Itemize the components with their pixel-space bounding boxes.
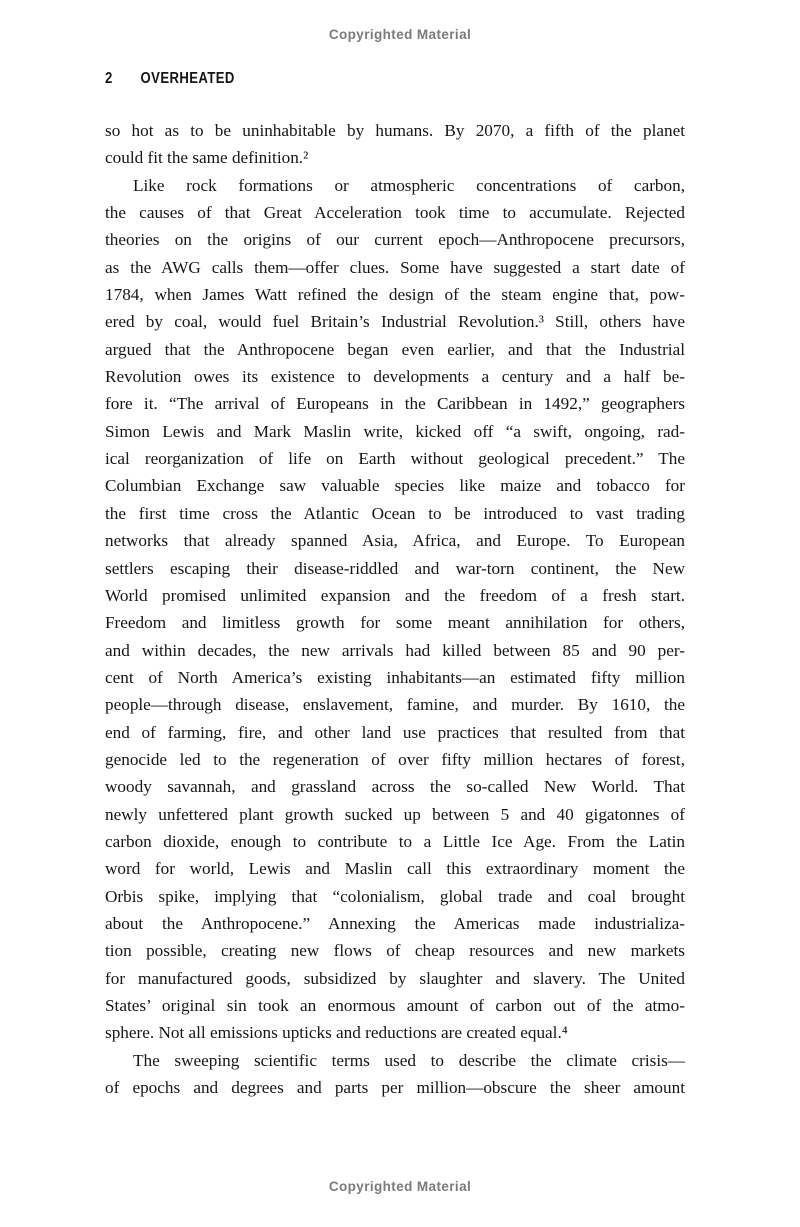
body-line: The sweeping scientific terms used to describe the climate crisis— (133, 1050, 685, 1070)
body-line: ical reorganization of life on Earth without geological precedent.” The (105, 449, 685, 469)
body-line: Revolution owes its existence to developments a century and a half be- (105, 367, 685, 387)
body-line: States’ original sin took an enormous amount of carbon out of the atmo- (105, 996, 685, 1015)
body-line: settlers escaping their disease-riddled and war-torn continent, the New (105, 558, 685, 578)
body-line: people—through disease, enslavement, famine, and murder. By 1610, the (105, 695, 685, 715)
body-line: and within decades, the new arrivals had killed between 85 and 90 per- (105, 640, 685, 660)
body-text (105, 117, 685, 1101)
body-line: could fit the same definition.² (105, 148, 309, 168)
body-line: Freedom and limitless growth for some meant annihilation for others, (105, 613, 685, 633)
body-line: carbon dioxide, enough to contribute to a Little Ice Age. From the Latin (105, 831, 685, 851)
body-line: so hot as to be uninhabitable by humans. By 2070, a fifth of the planet (105, 121, 685, 140)
body-line: theories on the origins of our current epoch—Anthropocene precursors, (105, 230, 685, 250)
body-line: newly unfettered plant growth sucked up between 5 and 40 gigatonnes of (105, 804, 685, 824)
body-line: as the AWG calls them—offer clues. Some have suggested a start date of (105, 257, 685, 277)
body-line: Orbis spike, implying that “colonialism, global trade and coal brought (105, 886, 685, 906)
copyright-notice-bottom: Copyrighted Material (328, 1179, 472, 1194)
running-header (105, 70, 235, 88)
body-line: the causes of that Great Acceleration took time to accumulate. Rejected (105, 203, 685, 223)
body-line: fore it. “The arrival of Europeans in the Caribbean in 1492,” geographers (105, 394, 685, 414)
body-line: of epochs and degrees and parts per million—obscure the sheer amount (105, 1078, 685, 1098)
body-line: tion possible, creating new flows of cheap resources and new markets (105, 941, 685, 961)
page-number: 2 (105, 70, 113, 87)
body-line: word for world, Lewis and Maslin call this extraordinary moment the (105, 859, 685, 879)
body-line: end of farming, fire, and other land use practices that resulted from that (105, 722, 685, 742)
body-line: sphere. Not all emissions upticks and reductions are created equal.⁴ (105, 1023, 568, 1043)
body-line: Simon Lewis and Mark Maslin write, kicked off “a swift, ongoing, rad- (105, 421, 685, 441)
body-line: Columbian Exchange saw valuable species like maize and tobacco for (105, 476, 685, 496)
body-line: cent of North America’s existing inhabitants—an estimated fifty million (105, 667, 685, 687)
copyright-notice-top: Copyrighted Material (328, 27, 472, 42)
body-line: for manufactured goods, subsidized by slaughter and slavery. The United (105, 968, 685, 988)
body-line: about the Anthropocene.” Annexing the Americas made industrializa- (105, 913, 685, 933)
body-line: ered by coal, would fuel Britain’s Industrial Revolution.³ Still, others have (105, 312, 685, 332)
body-line: argued that the Anthropocene began even earlier, and that the Industrial (105, 339, 685, 359)
body-line: the first time cross the Atlantic Ocean to be introduced to vast trading (105, 503, 685, 523)
body-line: genocide led to the regeneration of over fifty million hectares of forest, (105, 749, 685, 769)
body-line: woody savannah, and grassland across the so-called New World. That (105, 777, 685, 797)
body-line: World promised unlimited expansion and the freedom of a fresh start. (105, 585, 685, 605)
book-title: OVERHEATED (140, 70, 235, 87)
body-line: networks that already spanned Asia, Africa, and Europe. To European (105, 531, 685, 551)
body-line: 1784, when James Watt refined the design of the steam engine that, pow- (105, 285, 685, 305)
body-line: Like rock formations or atmospheric concentrations of carbon, (133, 175, 685, 195)
